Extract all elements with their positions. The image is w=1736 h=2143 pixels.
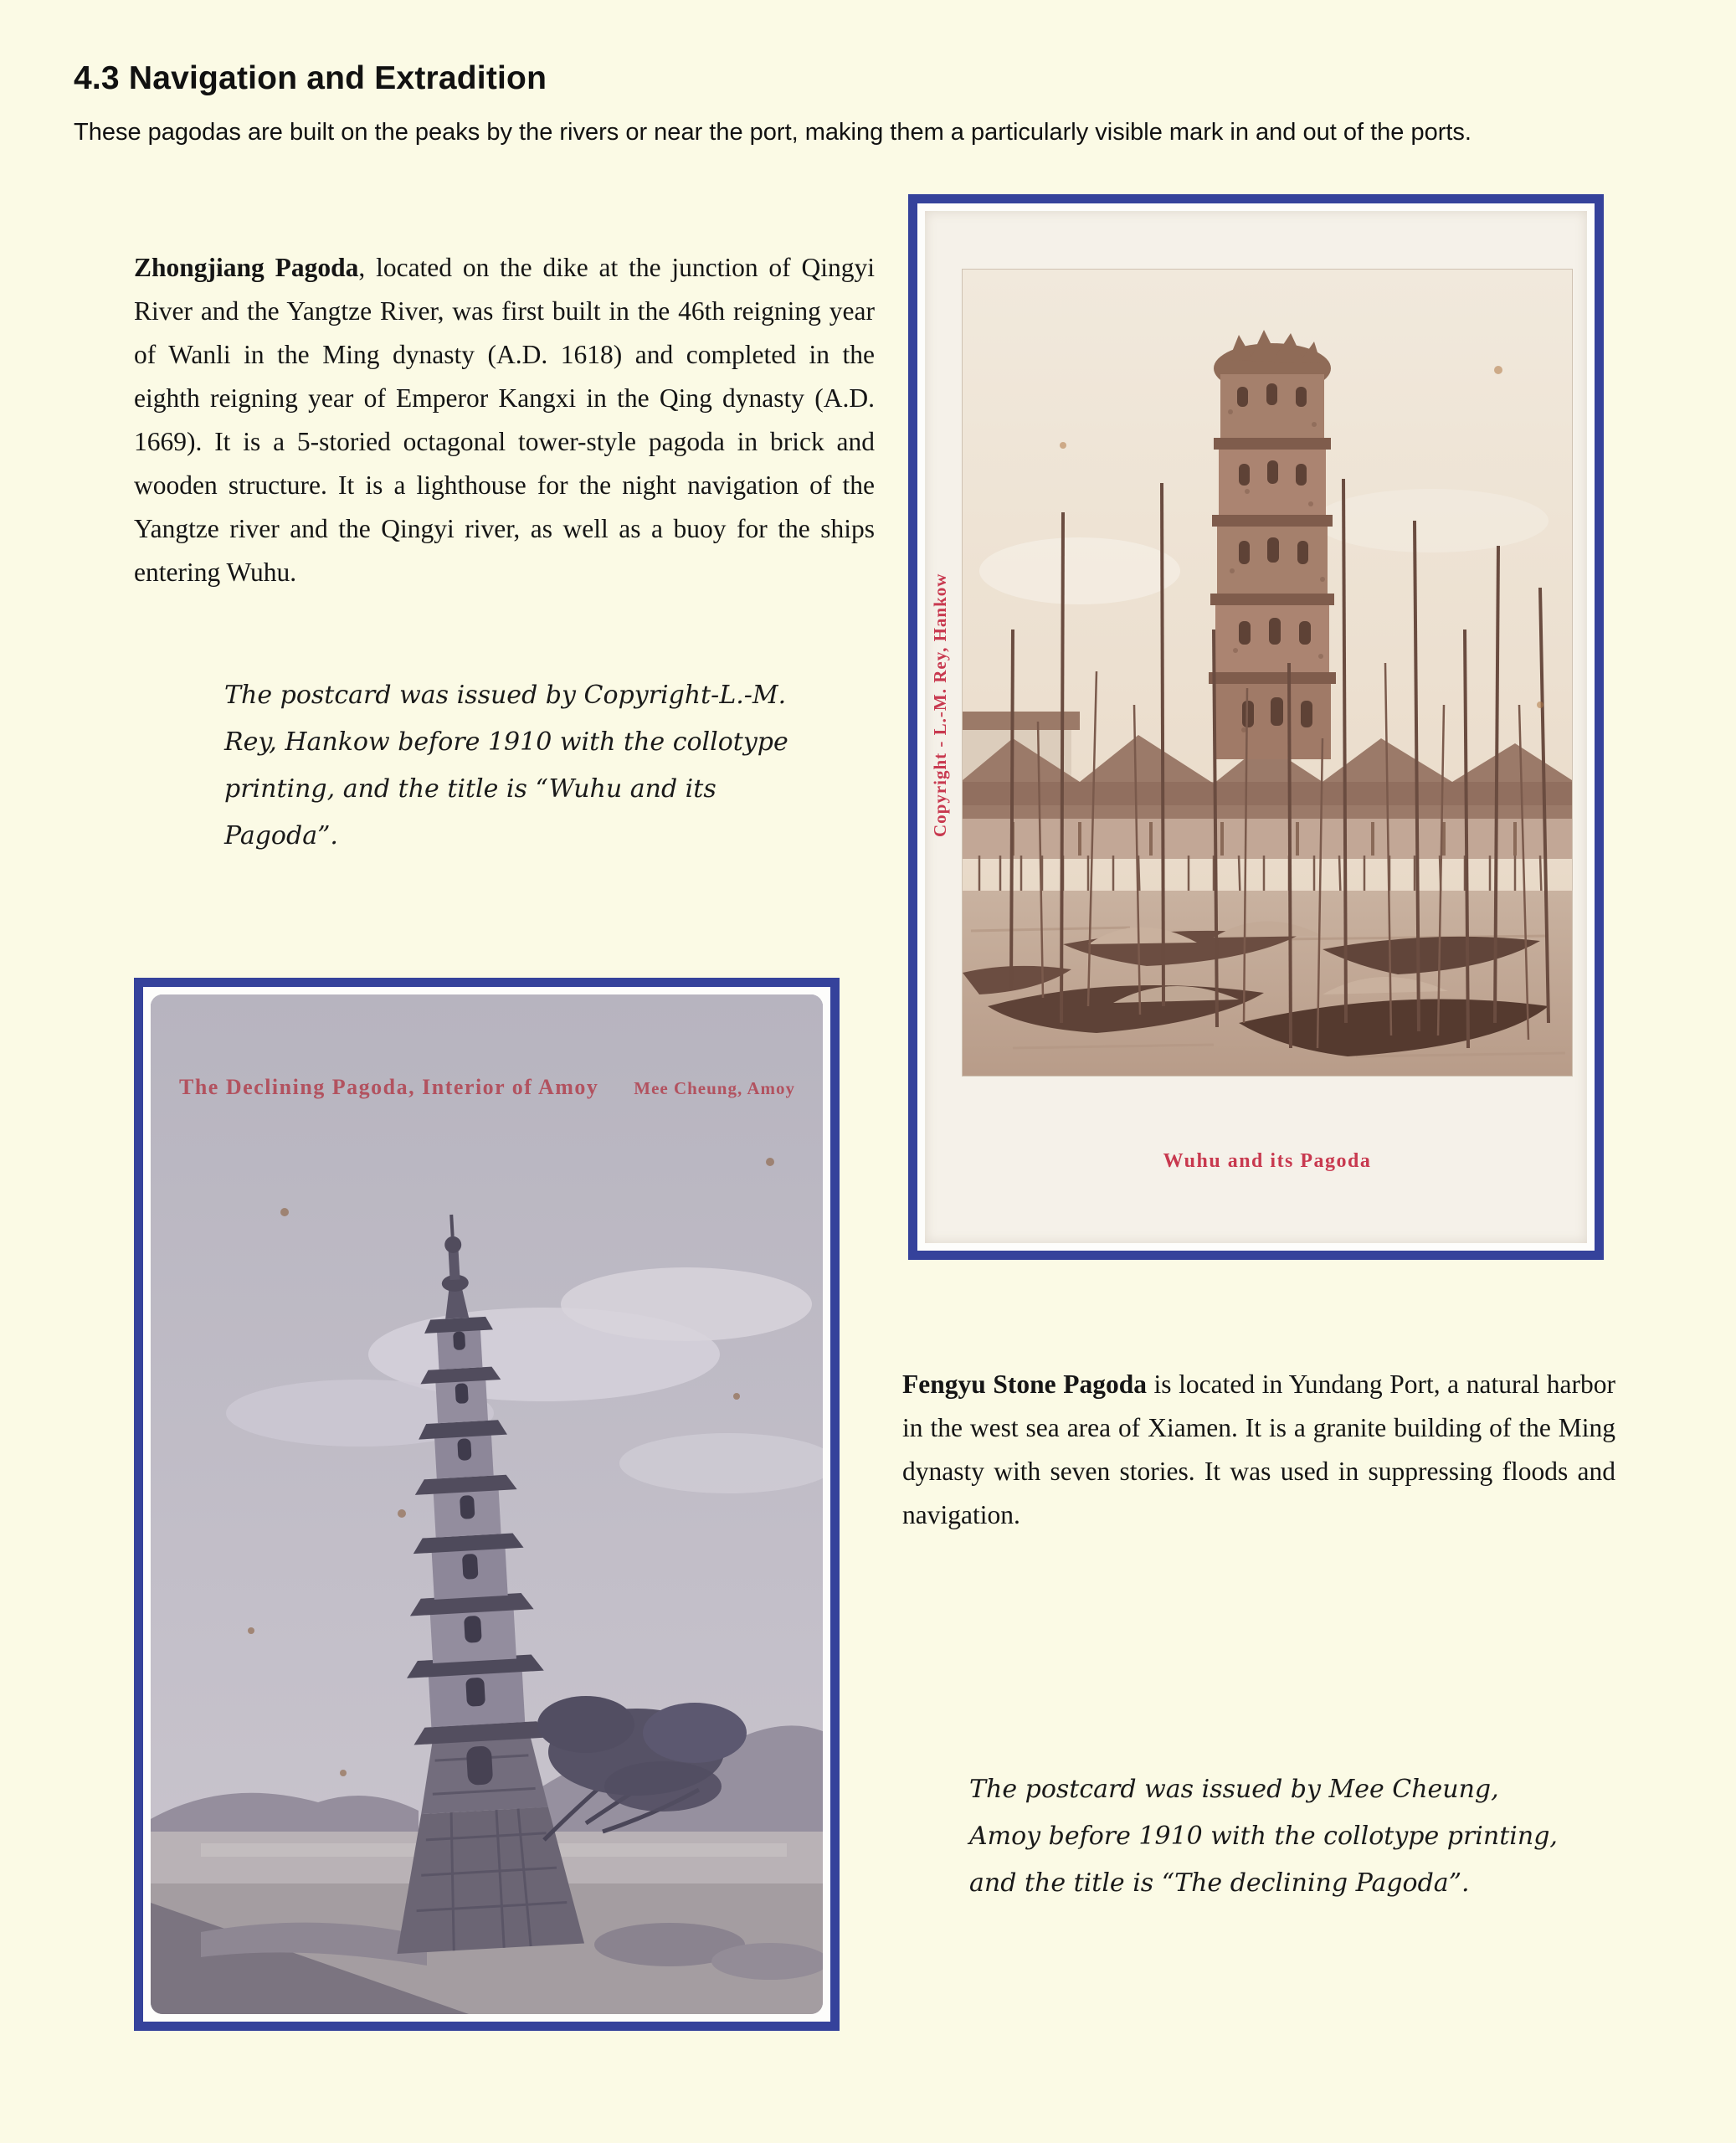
section-heading: 4.3 Navigation and Extradition	[74, 60, 547, 96]
fengyu-paragraph	[902, 1363, 1615, 1537]
fengyu-caption: The postcard was issued by Mee Cheung, Amoy before 1910 with the collotype printing, and the title is “The declining Pagoda”.	[969, 1775, 1558, 1898]
fengyu-paragraph-body: is located in Yundang Port, a natural harbor in the west sea area of Xiamen. It is a granite building of the Ming dynasty with seven stories. It was used in suppressing floods and navigation.	[902, 1369, 1616, 1529]
amoy-postcard-face	[151, 994, 823, 2014]
amoy-postcard	[134, 978, 840, 2031]
zhongjiang-paragraph-body: , located on the dike at the junction of Qingyi River and the Yangtze River, was first built in the 46th reigning year of Wanli in the Ming dynasty (A.D. 1618) and completed in the eighth reigning year of Emperor Kangxi in the Qing dynasty (A.D. 1669). It is a 5-storied octagonal tower-style pagoda in brick and wooden structure. It is a lighthouse for the night navigation of the Yangtze river and the Qingyi river, as well as a buoy for the ships entering Wuhu.	[134, 252, 875, 587]
zhongjiang-paragraph	[134, 246, 875, 594]
section-intro: These pagodas are built on the peaks by the rivers or near the port, making them a particularly visible mark in and out of the ports.	[74, 119, 1471, 146]
wuhu-copyright-text: Copyright - L.-M. Rey, Hankow	[930, 573, 950, 837]
amoy-title: The Declining Pagoda, Interior of Amoy	[179, 1075, 599, 1099]
amoy-title-row	[179, 1075, 795, 1100]
zhongjiang-paragraph-lead: Zhongjiang Pagoda	[134, 252, 359, 282]
wuhu-postcard-photo	[963, 270, 1572, 1076]
wuhu-caption: Wuhu and its Pagoda	[1163, 1150, 1372, 1172]
amoy-publisher: Mee Cheung, Amoy	[634, 1078, 795, 1098]
zhongjiang-caption: The postcard was issued by Copyright-L.-M. Rey, Hankow before 1910 with the collotype printing, and the title is “Wuhu and its Pagoda”.	[224, 681, 788, 851]
fengyu-paragraph-lead: Fengyu Stone Pagoda	[902, 1369, 1147, 1399]
amoy-postcard-photo	[151, 994, 823, 2014]
wuhu-postcard	[908, 194, 1604, 1260]
wuhu-postcard-face	[925, 211, 1587, 1243]
